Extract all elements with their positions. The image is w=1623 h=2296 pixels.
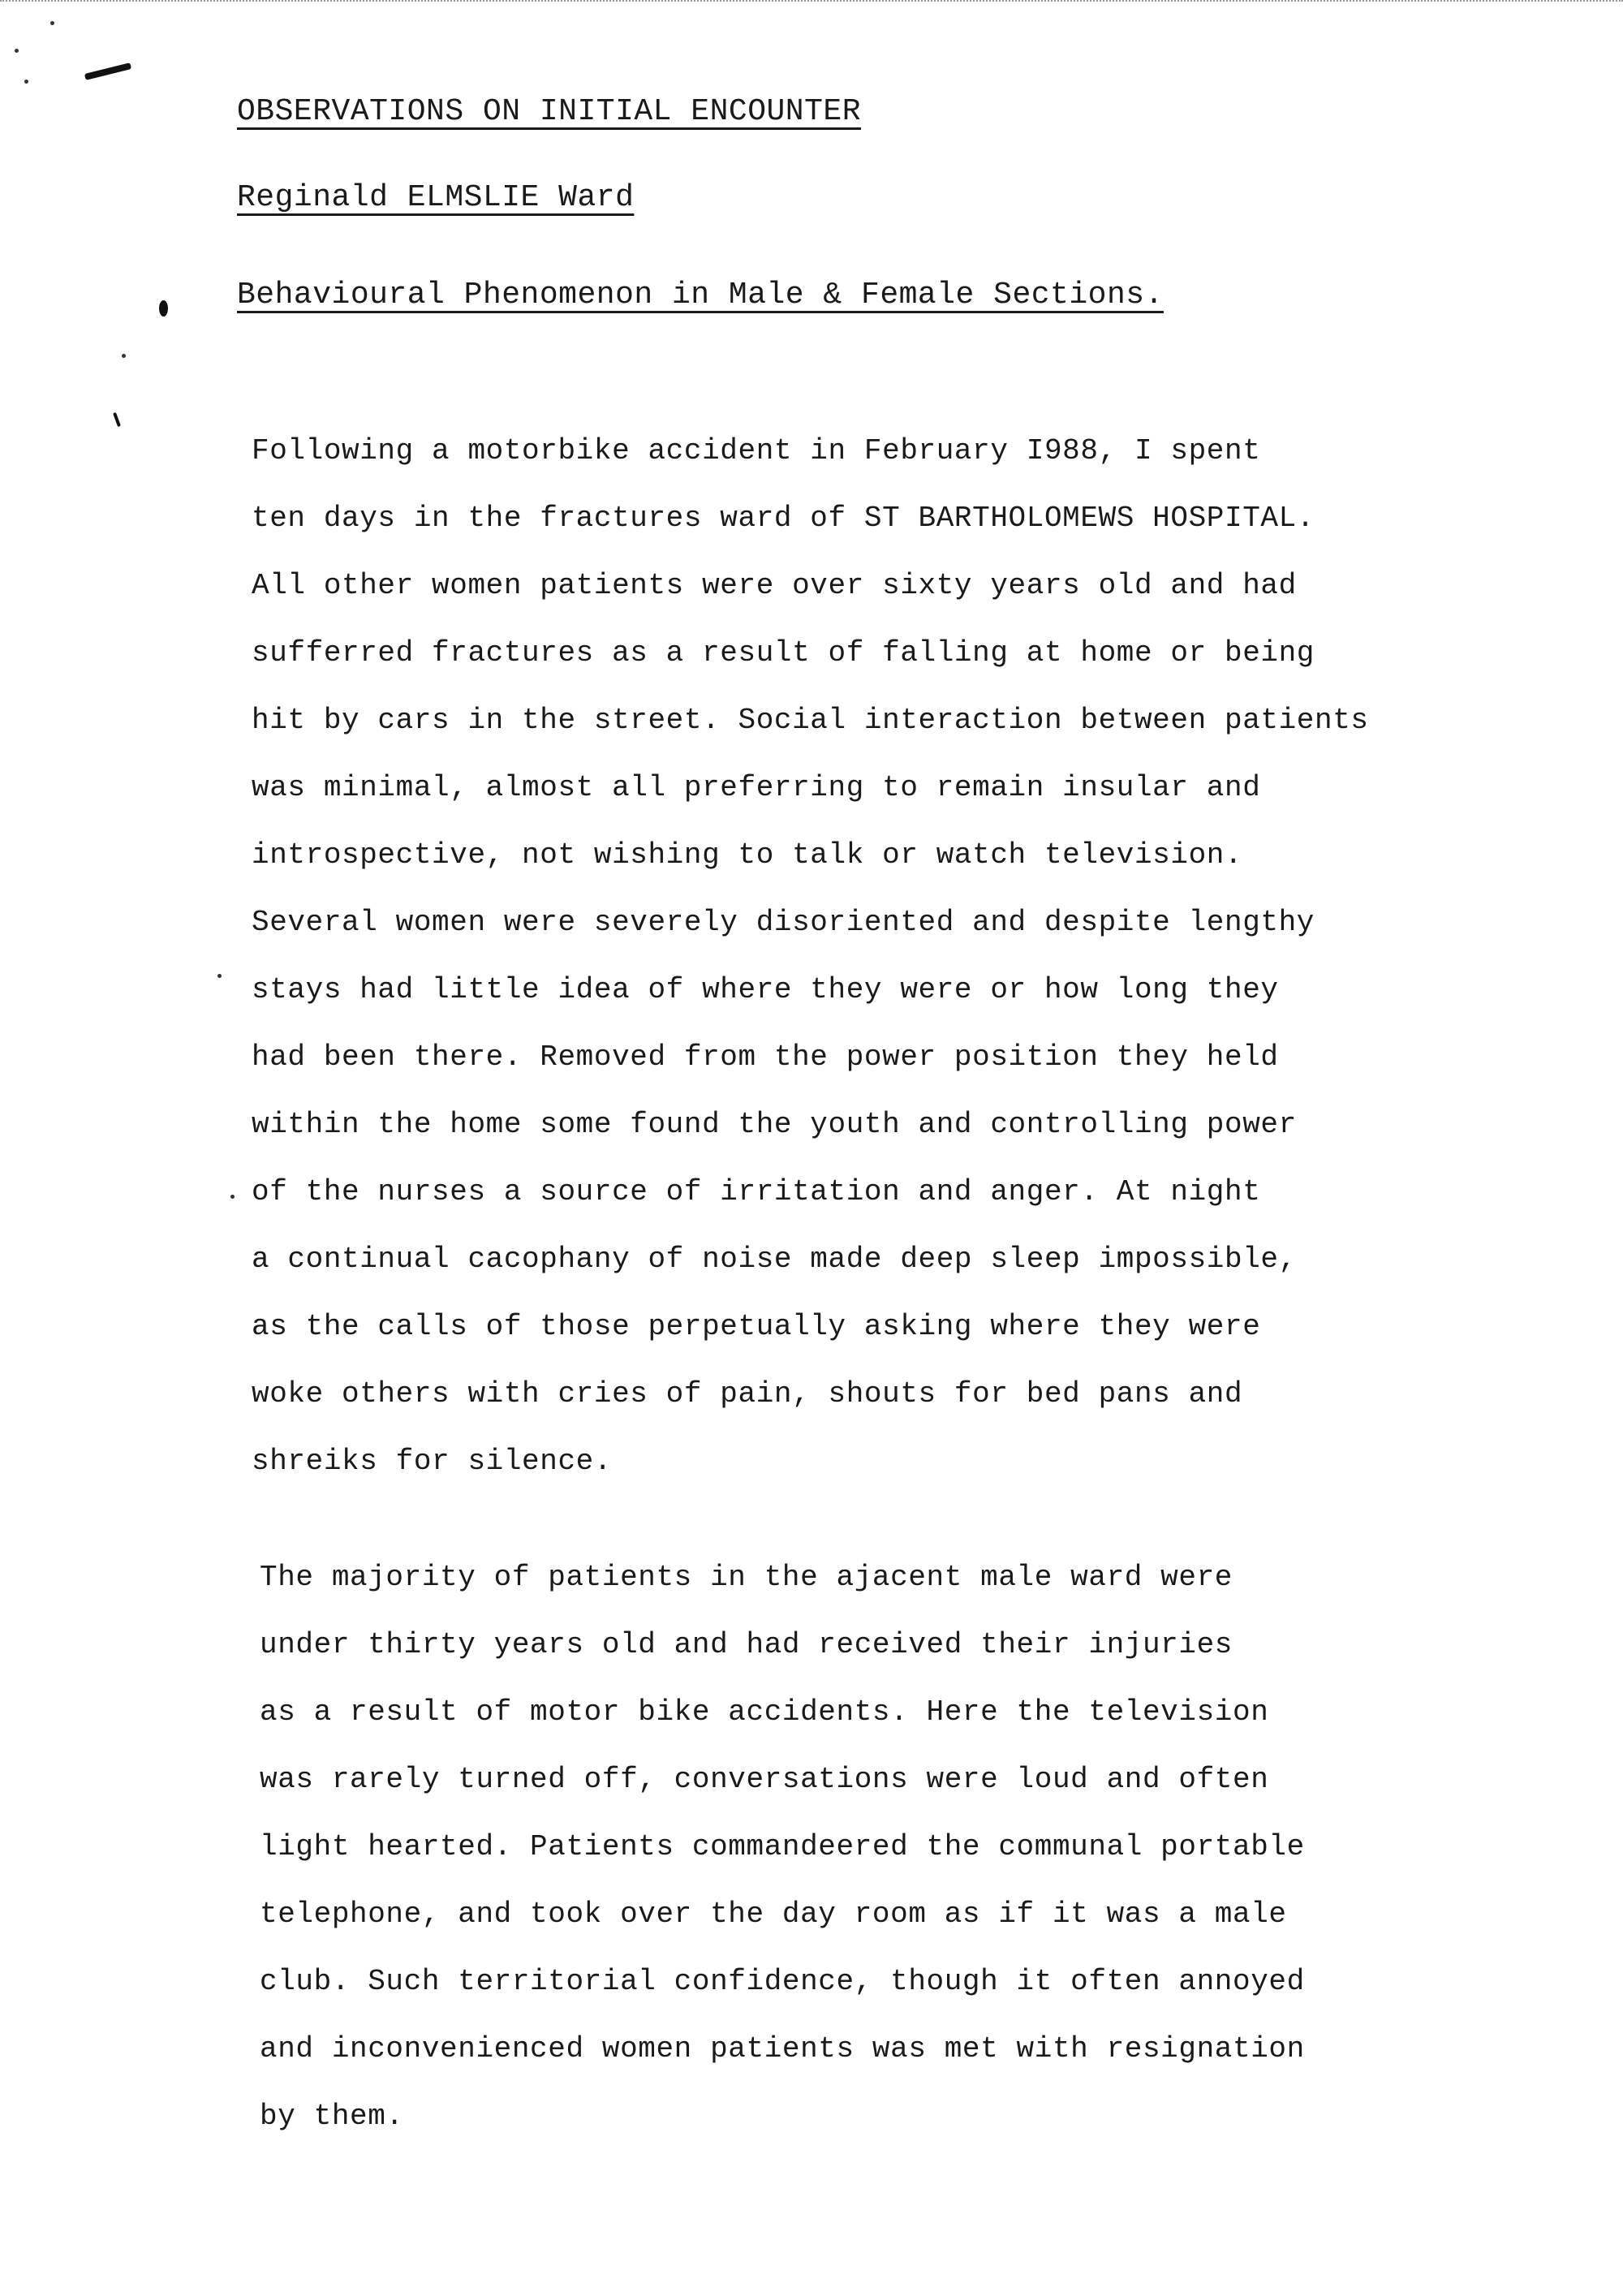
paragraph-line: woke others with cries of pain, shouts for bed pans and [252, 1377, 1243, 1411]
paragraph-line: was rarely turned off, conversations were loud and often [260, 1763, 1269, 1796]
paragraph-line: introspective, not wishing to talk or watch television. [252, 838, 1243, 872]
scan-speck [15, 49, 19, 53]
paragraph-line: telephone, and took over the day room as if it was a male [260, 1898, 1287, 1931]
scan-top-edge [0, 0, 1623, 6]
paragraph-line: was minimal, almost all preferring to remain insular and [252, 771, 1261, 804]
paragraph-line: as the calls of those perpetually asking where they were [252, 1310, 1261, 1343]
ink-blot-mark [159, 300, 168, 317]
paragraph-line: Following a motorbike accident in February I988, I spent [252, 434, 1261, 467]
paragraph-line: Several women were severely disoriented and despite lengthy [252, 906, 1315, 939]
paragraph-line: by them. [260, 2100, 404, 2133]
scan-speck [230, 1195, 235, 1199]
ward-name-text: Reginald ELMSLIE Ward [237, 180, 635, 215]
ink-tick-mark [113, 412, 121, 427]
paragraph-line: as a result of motor bike accidents. Here the television [260, 1695, 1269, 1729]
pen-stroke-mark [84, 62, 131, 80]
document-title-text: OBSERVATIONS ON INITIAL ENCOUNTER [237, 94, 862, 129]
scan-speck [122, 354, 126, 358]
document-title [237, 93, 861, 131]
paragraph-line: shreiks for silence. [252, 1445, 613, 1478]
paragraph-line: hit by cars in the street. Social interaction between patients [252, 704, 1369, 737]
paragraph-line: had been there. Removed from the power position they held [252, 1040, 1279, 1074]
paragraph-line: light hearted. Patients commandeered the communal portable [260, 1830, 1305, 1863]
paragraph-line: and inconvenienced women patients was met with resignation [260, 2032, 1305, 2066]
scan-speck [217, 974, 222, 978]
paragraph-line: a continual cacophany of noise made deep sleep impossible, [252, 1243, 1297, 1276]
ward-name [237, 179, 634, 218]
paragraph-line: stays had little idea of where they were or how long they [252, 973, 1279, 1006]
paragraph-line: within the home some found the youth and controlling power [252, 1108, 1297, 1141]
document-subtitle [237, 276, 1164, 315]
paragraph-line: ten days in the fractures ward of ST BARTHOLOMEWS HOSPITAL. [252, 502, 1315, 535]
paragraph-2 [260, 1544, 1305, 2150]
paragraph-line: under thirty years old and had received their injuries [260, 1628, 1233, 1661]
document-subtitle-text: Behavioural Phenomenon in Male & Female Sections. [237, 278, 1164, 312]
paragraph-line: club. Such territorial confidence, though it often annoyed [260, 1965, 1305, 1998]
scan-speck [50, 21, 54, 25]
paragraph-line: All other women patients were over sixty years old and had [252, 569, 1297, 602]
paragraph-line: sufferred fractures as a result of falling at home or being [252, 636, 1315, 670]
paragraph-1 [252, 417, 1369, 1495]
paragraph-line: of the nurses a source of irritation and anger. At night [252, 1175, 1261, 1208]
scan-speck [24, 80, 28, 84]
paragraph-line: The majority of patients in the ajacent male ward were [260, 1561, 1233, 1594]
